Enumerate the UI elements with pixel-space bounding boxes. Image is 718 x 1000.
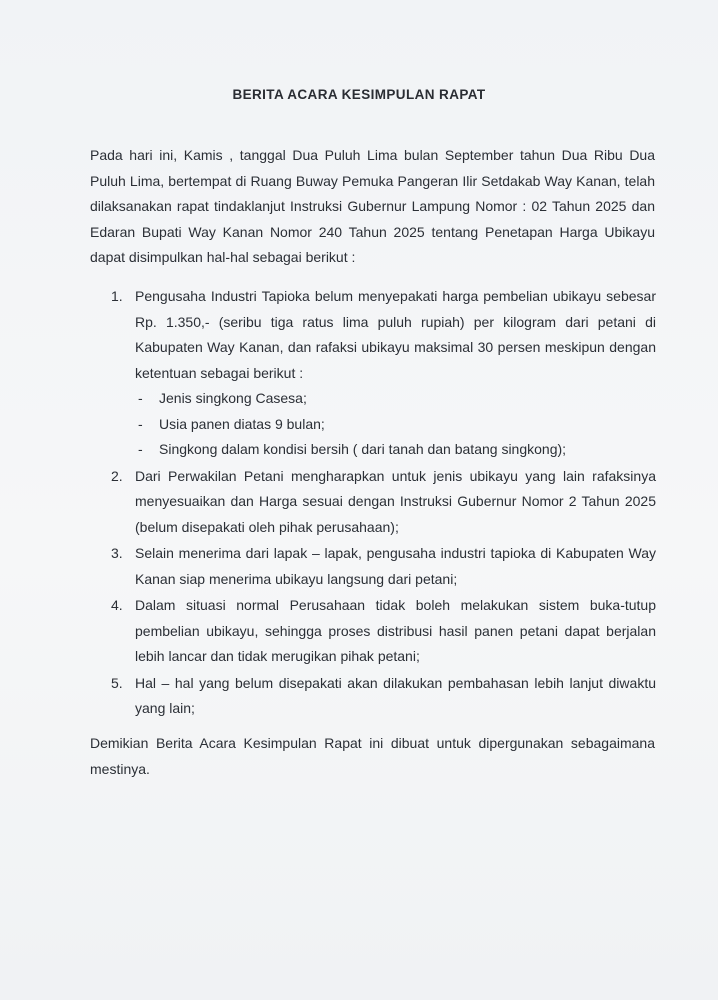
conclusion-item (111, 541, 656, 592)
condition-dash: - (138, 415, 143, 432)
conclusion-text: Pengusaha Industri Tapioka belum menyepakati harga pembelian ubikayu sebesar Rp. 1.350,- (seribu tiga ratus lima puluh rupiah) per kilogram dari petani di Kabupaten Way Kanan, dan rafaksi ubikayu maksimal 30 persen meskipun dengan ketentuan sebagai berikut : (135, 288, 656, 381)
conclusion-text: Dari Perwakilan Petani mengharapkan untuk jenis ubikayu yang lain rafaksinya menyesuaikan dan Harga sesuai dengan Instruksi Gubernur Nomor 2 Tahun 2025 (belum disepakati oleh pihak perusahaan); (135, 467, 656, 535)
conclusion-number: 2. (111, 467, 123, 484)
conclusion-item (111, 593, 656, 670)
condition-item (135, 412, 656, 438)
closing-paragraph: Demikian Berita Acara Kesimpulan Rapat ini dibuat untuk dipergunakan sebagaimana mestinya. (90, 735, 655, 777)
conclusion-item (111, 464, 656, 541)
condition-text: Jenis singkong Casesa; (159, 390, 307, 406)
conclusion-number: 3. (111, 545, 123, 561)
condition-text: Usia panen diatas 9 bulan; (159, 415, 325, 432)
conclusion-text: Selain menerima dari lapak – lapak, pengusaha industri tapioka di Kabupaten Way Kanan siap menerima ubikayu langsung dari petani; (135, 545, 656, 587)
conclusion-item (111, 671, 656, 722)
conditions-list (135, 386, 656, 463)
condition-text: Singkong dalam kondisi bersih ( dari tanah dan batang singkong); (159, 441, 567, 457)
conclusion-number: 1. (111, 288, 123, 304)
conclusion-list (111, 284, 656, 723)
conclusion-item (111, 284, 656, 463)
conclusion-text: Hal – hal yang belum disepakati akan dilakukan pembahasan lebih lanjut diwaktu yang lain; (135, 674, 656, 716)
condition-item (135, 437, 656, 463)
conclusion-number: 5. (111, 674, 123, 691)
document-title: BERITA ACARA KESIMPULAN RAPAT (232, 87, 486, 102)
intro-paragraph: Pada hari ini, Kamis , tanggal Dua Puluh Lima bulan September tahun Dua Ribu Dua Puluh Lima, bertempat di Ruang Buway Pemuka Pangeran Ilir Setdakab Way Kanan, telah dilaksanakan rapat tindaklanjut Instruksi Gubernur Lampung Nomor : 02 Tahun 2025 dan Edaran Bupati Way Kanan Nomor 240 Tahun 2025 tentang Penetapan Harga Ubikayu dapat disimpulkan hal-hal sebagai berikut : (90, 147, 655, 265)
condition-item (135, 386, 656, 412)
condition-dash: - (138, 390, 143, 406)
condition-dash: - (138, 441, 143, 457)
conclusion-text: Dalam situasi normal Perusahaan tidak boleh melakukan sistem buka-tutup pembelian ubikayu, sehingga proses distribusi hasil panen petani dapat berjalan lebih lancar dan tidak merugikan pihak petani; (135, 597, 656, 664)
conclusion-number: 4. (111, 597, 123, 613)
